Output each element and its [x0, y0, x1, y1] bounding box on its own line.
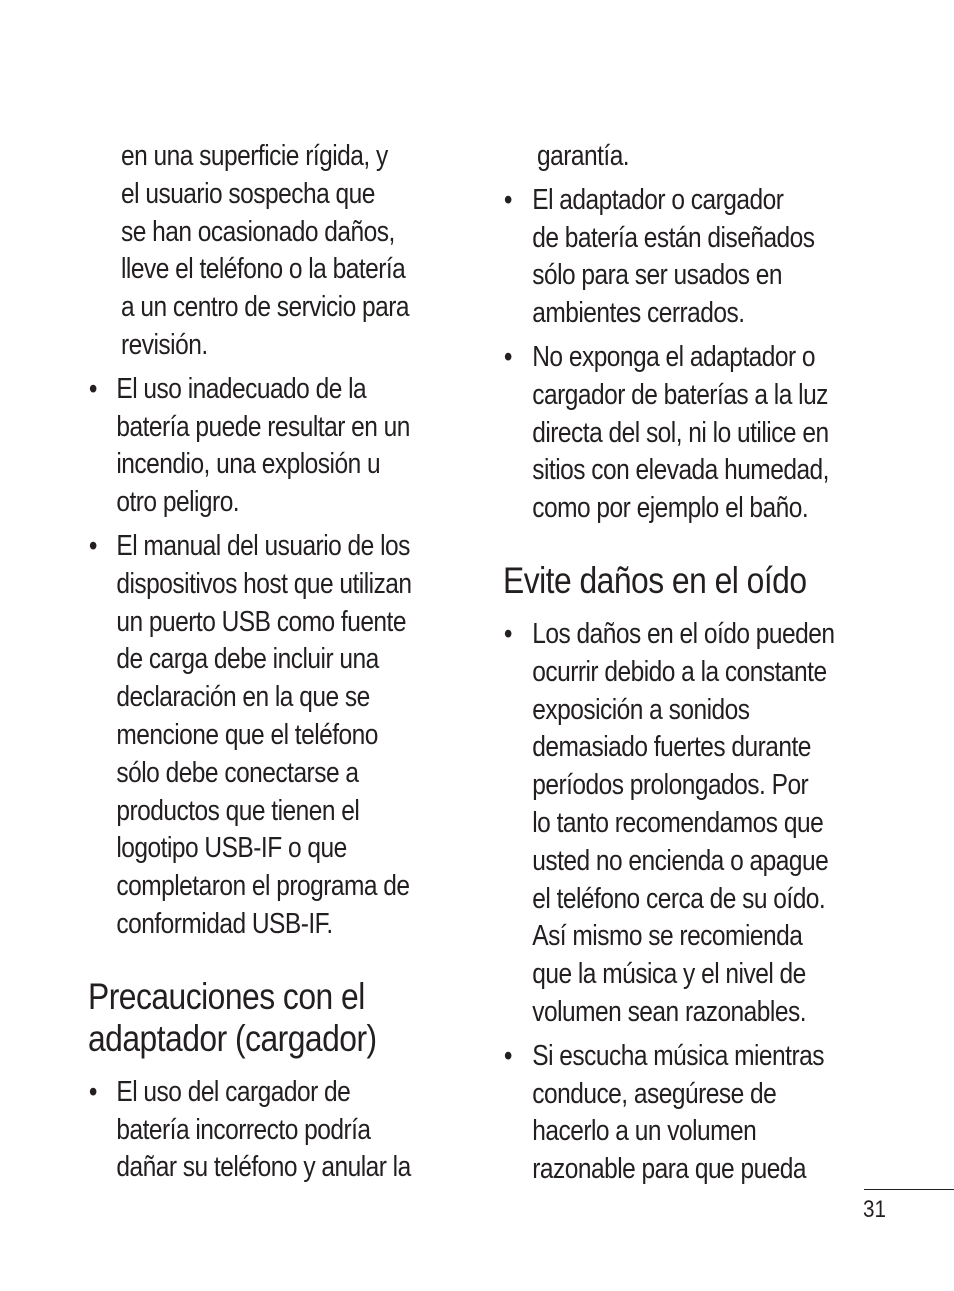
- text-line: dañar su teléfono y anular la: [116, 1151, 411, 1184]
- section-heading: [88, 976, 408, 1060]
- text-line: sitios con elevada humedad,: [532, 454, 829, 487]
- page-number: 31: [863, 1196, 886, 1223]
- text-line: el usuario sospecha que: [121, 177, 375, 210]
- text-line: El uso inadecuado de la: [116, 372, 367, 405]
- text-line: ocurrir debido a la constante: [532, 655, 827, 688]
- bullet-text: [116, 528, 412, 944]
- text-line: usted no encienda o apague: [532, 844, 829, 877]
- bullet-icon: •: [88, 1075, 97, 1108]
- text-line: ambientes cerrados.: [532, 297, 745, 330]
- text-line: El uso del cargador de: [116, 1075, 351, 1108]
- text-line: batería incorrecto podría: [116, 1113, 371, 1146]
- text-line: logotipo USB-IF o que: [116, 832, 347, 865]
- bullet-item: [503, 1038, 830, 1189]
- text-line: garantía.: [537, 140, 630, 172]
- bullet-icon: •: [503, 617, 512, 650]
- text-line: completaron el programa de: [116, 870, 410, 903]
- text-line: períodos prolongados. Por: [532, 769, 809, 802]
- bullet-item: [503, 182, 830, 333]
- text-line: conformidad USB-IF.: [116, 907, 333, 940]
- text-line: razonable para que pueda: [532, 1153, 807, 1186]
- bullet-icon: •: [503, 340, 512, 373]
- text-line: Si escucha música mientras: [532, 1039, 824, 1072]
- text-line: a un centro de servicio para: [121, 291, 410, 324]
- text-line: demasiado fuertes durante: [532, 731, 811, 764]
- text-line: Así mismo se recomienda: [532, 920, 803, 953]
- bullet-item: [503, 616, 835, 1032]
- heading-line: Evite daños en el oído: [503, 559, 807, 601]
- bullet-icon: •: [503, 1039, 512, 1072]
- text-line: se han ocasionado daños,: [121, 215, 395, 248]
- bullet-item: [503, 339, 830, 528]
- text-line: sólo para ser usados en: [532, 259, 782, 292]
- text-line: conduce, asegúrese de: [532, 1077, 777, 1110]
- continuation-paragraph: [121, 138, 413, 365]
- text-line: directa del sol, ni lo utilice en: [532, 416, 829, 449]
- text-line: un puerto USB como fuente: [116, 605, 406, 638]
- right-column: [503, 138, 883, 1189]
- left-column: [88, 138, 460, 1187]
- bullet-icon: •: [88, 372, 97, 405]
- text-line: El manual del usuario de los: [116, 529, 410, 562]
- heading-line: adaptador (cargador): [88, 1017, 377, 1059]
- bullet-text: [532, 182, 830, 333]
- text-line: el teléfono cerca de su oído.: [532, 882, 826, 915]
- footer-rule: [864, 1189, 954, 1190]
- text-line: que la música y el nivel de: [532, 958, 806, 991]
- text-line: Los daños en el oído pueden: [532, 617, 835, 650]
- bullet-text: [116, 371, 408, 522]
- text-line: revisión.: [121, 328, 208, 361]
- text-line: hacerlo a un volumen: [532, 1115, 757, 1148]
- text-line: exposición a sonidos: [532, 693, 750, 726]
- section-heading: [503, 560, 830, 602]
- text-line: productos que tienen el: [116, 794, 360, 827]
- continuation-paragraph: [537, 138, 835, 176]
- bullet-icon: •: [88, 529, 97, 562]
- bullet-text: [532, 616, 835, 1032]
- text-line: incendio, una explosión u: [116, 448, 381, 481]
- text-line: volumen sean razonables.: [532, 995, 806, 1028]
- text-line: de carga debe incluir una: [116, 643, 379, 676]
- text-line: El adaptador o cargador: [532, 183, 784, 216]
- text-line: otro peligro.: [116, 486, 240, 519]
- text-line: No exponga el adaptador o: [532, 340, 816, 373]
- bullet-item: [88, 528, 412, 944]
- bullet-item: [88, 371, 408, 522]
- text-line: como por ejemplo el baño.: [532, 492, 809, 525]
- text-line: en una superficie rígida, y: [121, 140, 388, 172]
- bullet-text: [532, 1038, 830, 1189]
- bullet-icon: •: [503, 183, 512, 216]
- bullet-text: [116, 1074, 411, 1187]
- text-line: lo tanto recomendamos que: [532, 806, 824, 839]
- heading-line: Precauciones con el: [88, 975, 365, 1017]
- text-line: de batería están diseñados: [532, 221, 815, 254]
- text-line: dispositivos host que utilizan: [116, 567, 412, 600]
- text-line: declaración en la que se: [116, 681, 370, 714]
- text-line: cargador de baterías a la luz: [532, 378, 828, 411]
- bullet-item: [88, 1074, 411, 1187]
- text-line: sólo debe conectarse a: [116, 756, 359, 789]
- text-line: batería puede resultar en un: [116, 410, 410, 443]
- bullet-text: [532, 339, 830, 528]
- text-line: mencione que el teléfono: [116, 718, 378, 751]
- text-line: lleve el teléfono o la batería: [121, 253, 406, 286]
